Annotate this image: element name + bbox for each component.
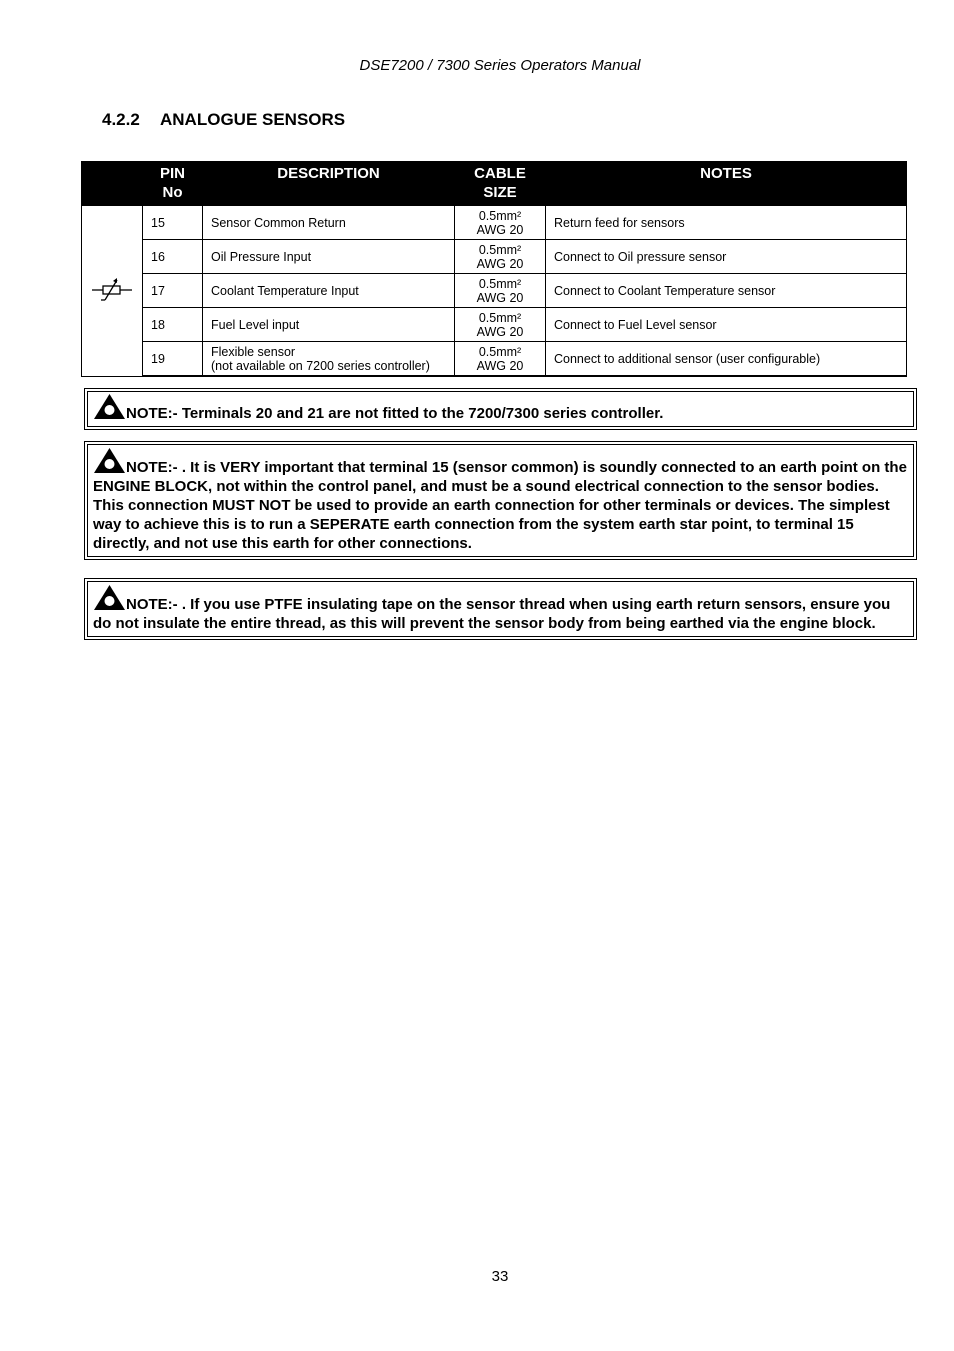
symbol-column-header [82, 162, 143, 206]
note-text: NOTE:- . It is VERY important that terminal 15 (sensor common) is soundly connected to an earth point on the ENGINE BLOCK, not within the control panel, and must be a sound electrical connection to the sensor bodies. This connection MUST NOT be used to provide an earth connection for other terminals or devices. The simplest way to achieve this is to run a SEPERATE earth connection from the system earth star point, to terminal 15 directly, and not use this earth for other connections. [93, 459, 907, 552]
table-row [82, 342, 907, 377]
description-cell: Sensor Common Return [203, 206, 455, 240]
pin-cell: 17 [143, 274, 203, 308]
description-cell: Oil Pressure Input [203, 240, 455, 274]
notes-cell: Connect to Oil pressure sensor [546, 240, 907, 274]
warning-triangle-icon [93, 447, 126, 474]
notes-cell: Connect to additional sensor (user configurable) [546, 342, 907, 377]
note-text-container [87, 581, 914, 637]
section-heading [102, 110, 345, 130]
note-box-sensor-common [84, 441, 917, 560]
description-cell: Coolant Temperature Input [203, 274, 455, 308]
warning-triangle-icon [93, 393, 126, 420]
cable-size-cell: 0.5mm² AWG 20 [455, 240, 546, 274]
page-number: 33 [491, 1268, 509, 1285]
sensor-symbol-cell [82, 206, 143, 377]
table-header-row [82, 162, 907, 206]
note-text-container [87, 391, 914, 427]
analogue-sensors-table [81, 161, 907, 377]
note-text: NOTE:- Terminals 20 and 21 are not fitted to the 7200/7300 series controller. [126, 405, 664, 422]
variable-resistor-icon [91, 276, 133, 302]
notes-column-header: NOTES [546, 162, 907, 206]
section-title: ANALOGUE SENSORS [160, 110, 346, 129]
table-row [82, 206, 907, 240]
table-row [82, 240, 907, 274]
document-header: DSE7200 / 7300 Series Operators Manual [359, 57, 641, 74]
cable-size-cell: 0.5mm² AWG 20 [455, 206, 546, 240]
note-text-container [87, 444, 914, 557]
notes-cell: Connect to Coolant Temperature sensor [546, 274, 907, 308]
note-box-terminals [84, 388, 917, 430]
notes-cell: Return feed for sensors [546, 206, 907, 240]
warning-triangle-icon [93, 584, 126, 611]
section-number: 4.2.2 [102, 110, 140, 129]
pin-cell: 16 [143, 240, 203, 274]
pin-cell: 18 [143, 308, 203, 342]
cable-size-cell: 0.5mm² AWG 20 [455, 274, 546, 308]
table-row [82, 308, 907, 342]
description-column-header: DESCRIPTION [203, 162, 455, 206]
cable-size-column-header: CABLE SIZE [455, 162, 546, 206]
pin-cell: 19 [143, 342, 203, 377]
pin-cell: 15 [143, 206, 203, 240]
note-text: NOTE:- . If you use PTFE insulating tape on the sensor thread when using earth return sensors, ensure you do not insulate the entire thread, as this will prevent the sensor body from being earthed via the engine block. [93, 596, 891, 632]
cable-size-cell: 0.5mm² AWG 20 [455, 308, 546, 342]
pin-column-header: PIN No [143, 162, 203, 206]
cable-size-cell: 0.5mm² AWG 20 [455, 342, 546, 377]
table-row [82, 274, 907, 308]
description-cell: Fuel Level input [203, 308, 455, 342]
note-box-ptfe-tape [84, 578, 917, 640]
notes-cell: Connect to Fuel Level sensor [546, 308, 907, 342]
description-cell: Flexible sensor (not available on 7200 series controller) [203, 342, 455, 377]
